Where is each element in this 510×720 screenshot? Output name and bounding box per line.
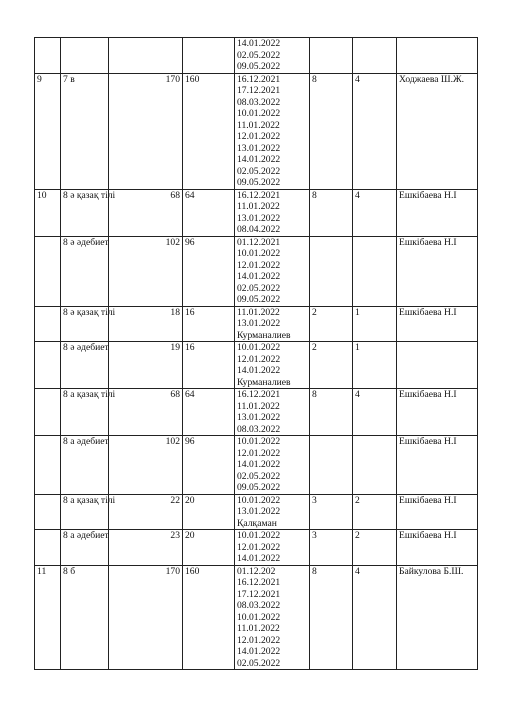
class-subject-cell: 8 а қазақ тілі: [61, 389, 109, 436]
dates-cell: [235, 565, 310, 670]
date-entry: 10.01.2022: [237, 530, 281, 541]
missed-count-cell: 8: [310, 565, 353, 670]
date-entry: 08.03.2022: [237, 423, 281, 435]
count-cell: 4: [353, 73, 397, 189]
row-number-cell: [35, 530, 61, 566]
teacher-cell: Ешкібаева Н.І: [397, 436, 478, 495]
date-entry: 10.01.2022: [237, 436, 281, 447]
missed-count-cell: 3: [310, 530, 353, 566]
missed-count-cell: [310, 436, 353, 495]
planned-hours-cell: 23: [109, 530, 183, 566]
date-entry: 09.05.2022: [237, 177, 281, 188]
dates-cell: [235, 73, 310, 189]
class-subject-cell: 8 ә әдебиет: [61, 342, 109, 389]
date-entry: 16.12.2021: [237, 577, 281, 588]
table-row: [35, 494, 478, 530]
date-entry: 14.01.2022: [237, 271, 281, 282]
date-entry: 11.01.2022: [237, 201, 280, 212]
row-number-cell: [35, 236, 61, 306]
date-entry: 11.01.2022: [237, 400, 280, 412]
row-number-cell: 10: [35, 189, 61, 236]
teacher-cell: Ешкібаева Н.І: [397, 530, 478, 566]
date-entry: 12.01.2022: [237, 634, 281, 646]
table-row: [35, 189, 478, 236]
table-row: [35, 73, 478, 189]
teacher-cell: Ешкібаева Н.І: [397, 236, 478, 306]
table-row: [35, 389, 478, 436]
date-entry: 09.05.2022: [237, 61, 281, 72]
row-number-cell: [35, 436, 61, 495]
date-entry: 12.01.2022: [237, 541, 281, 553]
date-entry: Қалқаман: [237, 517, 277, 529]
date-entry: 13.01.2022: [237, 142, 281, 154]
missed-count-cell: [310, 236, 353, 306]
table-row: [35, 236, 478, 306]
row-number-cell: [35, 38, 61, 74]
date-entry: 17.12.2021: [237, 588, 281, 600]
actual-hours-cell: 64: [183, 189, 235, 236]
class-subject-cell: 8 а әдебиет: [61, 436, 109, 495]
dates-cell: [235, 38, 310, 74]
date-entry: 13.01.2022: [237, 506, 281, 517]
planned-hours-cell: 19: [109, 342, 183, 389]
planned-hours-cell: 68: [109, 189, 183, 236]
date-entry: 16.12.2021: [237, 189, 281, 201]
date-entry: 02.05.2022: [237, 49, 281, 61]
count-cell: [353, 38, 397, 74]
planned-hours-cell: 22: [109, 494, 183, 530]
actual-hours-cell: 16: [183, 306, 235, 342]
date-entry: 11.01.2022: [237, 306, 280, 318]
date-entry: Курманалиев: [237, 376, 291, 388]
date-entry: 13.01.2022: [237, 318, 281, 329]
date-entry: 16.12.2021: [237, 73, 281, 85]
dates-cell: [235, 494, 310, 530]
teacher-cell: [397, 38, 478, 74]
class-subject-cell: 8 ә әдебиет: [61, 236, 109, 306]
date-entry: 14.01.2022: [237, 553, 281, 564]
missed-count-cell: 3: [310, 494, 353, 530]
actual-hours-cell: 160: [183, 73, 235, 189]
row-number-cell: 9: [35, 73, 61, 189]
date-entry: 10.01.2022: [237, 611, 281, 623]
table-body: [35, 38, 478, 670]
date-entry: 13.01.2022: [237, 412, 281, 423]
date-entry: 12.01.2022: [237, 353, 281, 365]
date-entry: 01.12.202: [237, 565, 276, 577]
date-entry: 08.03.2022: [237, 600, 281, 611]
date-entry: 02.05.2022: [237, 657, 281, 669]
planned-hours-cell: 170: [109, 73, 183, 189]
count-cell: 4: [353, 565, 397, 670]
date-entry: 14.01.2022: [237, 646, 281, 657]
planned-hours-cell: 170: [109, 565, 183, 670]
actual-hours-cell: 160: [183, 565, 235, 670]
table-row: [35, 306, 478, 342]
class-subject-cell: [61, 38, 109, 74]
dates-cell: [235, 189, 310, 236]
class-subject-cell: 7 в: [61, 73, 109, 189]
date-entry: Курманалиев: [237, 329, 291, 341]
row-number-cell: 11: [35, 565, 61, 670]
planned-hours-cell: 102: [109, 236, 183, 306]
planned-hours-cell: 18: [109, 306, 183, 342]
missed-count-cell: 8: [310, 389, 353, 436]
class-subject-cell: 8 ә қазақ тілі: [61, 306, 109, 342]
row-number-cell: [35, 494, 61, 530]
date-entry: 10.01.2022: [237, 494, 281, 506]
date-entry: 08.03.2022: [237, 96, 281, 108]
table-row: [35, 38, 478, 74]
date-entry: 16.12.2021: [237, 389, 281, 400]
count-cell: 2: [353, 494, 397, 530]
row-number-cell: [35, 389, 61, 436]
missed-count-cell: 8: [310, 73, 353, 189]
date-entry: 11.01.2022: [237, 119, 280, 131]
dates-cell: [235, 236, 310, 306]
lesson-table: [34, 37, 478, 670]
dates-cell: [235, 389, 310, 436]
table-row: [35, 530, 478, 566]
planned-hours-cell: 102: [109, 436, 183, 495]
dates-cell: [235, 436, 310, 495]
planned-hours-cell: [109, 38, 183, 74]
actual-hours-cell: 16: [183, 342, 235, 389]
dates-cell: [235, 306, 310, 342]
missed-count-cell: 2: [310, 342, 353, 389]
missed-count-cell: [310, 38, 353, 74]
date-entry: 11.01.2022: [237, 623, 280, 634]
date-entry: 10.01.2022: [237, 248, 281, 259]
date-entry: 01.12.2021: [237, 236, 281, 248]
actual-hours-cell: 96: [183, 436, 235, 495]
class-subject-cell: 8 ә қазақ тілі: [61, 189, 109, 236]
dates-cell: [235, 342, 310, 389]
class-subject-cell: 8 а әдебиет: [61, 530, 109, 566]
teacher-cell: Ешкібаева Н.І: [397, 389, 478, 436]
teacher-cell: Ешкібаева Н.І: [397, 189, 478, 236]
count-cell: [353, 236, 397, 306]
teacher-cell: Ходжаева Ш.Ж.: [397, 73, 478, 189]
count-cell: [353, 436, 397, 495]
date-entry: 10.01.2022: [237, 342, 281, 353]
date-entry: 09.05.2022: [237, 482, 281, 493]
class-subject-cell: 8 а қазақ тілі: [61, 494, 109, 530]
date-entry: 02.05.2022: [237, 282, 281, 294]
date-entry: 02.05.2022: [237, 165, 281, 177]
actual-hours-cell: 20: [183, 494, 235, 530]
teacher-cell: Ешкібаева Н.І: [397, 494, 478, 530]
date-entry: 14.01.2022: [237, 154, 281, 165]
date-entry: 14.01.2022: [237, 38, 281, 49]
date-entry: 12.01.2022: [237, 259, 281, 271]
count-cell: 1: [353, 306, 397, 342]
actual-hours-cell: 64: [183, 389, 235, 436]
row-number-cell: [35, 306, 61, 342]
actual-hours-cell: [183, 38, 235, 74]
date-entry: 08.04.2022: [237, 224, 281, 235]
actual-hours-cell: 20: [183, 530, 235, 566]
date-entry: 12.01.2022: [237, 131, 281, 142]
date-entry: 02.05.2022: [237, 470, 281, 482]
dates-cell: [235, 530, 310, 566]
table-row: [35, 565, 478, 670]
date-entry: 09.05.2022: [237, 294, 281, 305]
date-entry: 14.01.2022: [237, 459, 281, 470]
planned-hours-cell: 68: [109, 389, 183, 436]
count-cell: 1: [353, 342, 397, 389]
date-entry: 14.01.2022: [237, 365, 281, 376]
actual-hours-cell: 96: [183, 236, 235, 306]
count-cell: 2: [353, 530, 397, 566]
row-number-cell: [35, 342, 61, 389]
teacher-cell: Байкулова Б.Ш.: [397, 565, 478, 670]
missed-count-cell: 2: [310, 306, 353, 342]
missed-count-cell: 8: [310, 189, 353, 236]
date-entry: 12.01.2022: [237, 447, 281, 459]
table-row: [35, 342, 478, 389]
date-entry: 17.12.2021: [237, 85, 281, 96]
teacher-cell: [397, 342, 478, 389]
teacher-cell: Ешкібаева Н.І: [397, 306, 478, 342]
date-entry: 10.01.2022: [237, 108, 281, 119]
count-cell: 4: [353, 189, 397, 236]
date-entry: 13.01.2022: [237, 212, 281, 224]
count-cell: 4: [353, 389, 397, 436]
table-row: [35, 436, 478, 495]
class-subject-cell: 8 б: [61, 565, 109, 670]
